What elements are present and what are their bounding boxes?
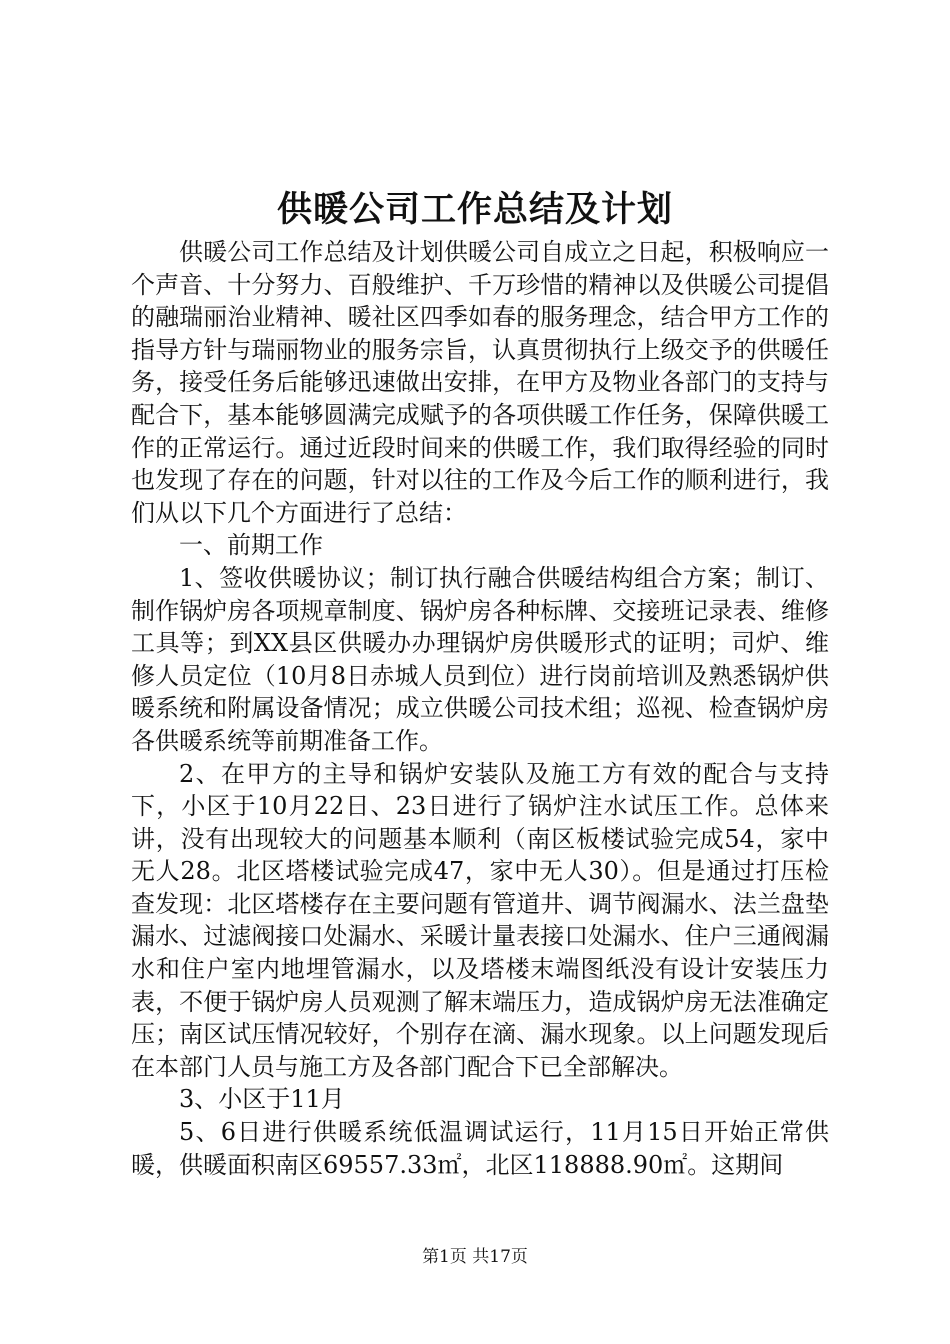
paragraph-intro: 供暖公司工作总结及计划供暖公司自成立之日起，积极响应一个声音、十分努力、百般维护、千万珍惜的精神以及供暖公司提倡的融瑞丽治业精神、暖社区四季如春的服务理念，结合甲方工作的指导方针与瑞丽物业的服务宗旨，认真贯彻执行上级交予的供暖任务，接受任务后能够迅速做出安排，在甲方及物业各部门的支持与配合下，基本能够圆满完成赋予的各项供暖工作任务，保障供暖工作的正常运行。通过近段时间来的供暖工作，我们取得经验的同时也发现了存在的问题，针对以往的工作及今后工作的顺利进行，我们从以下几个方面进行了总结： [131, 238, 829, 527]
paragraph-item-3: 3、小区于11月 [179, 1085, 345, 1114]
paragraph-item-5: 5、6日进行供暖系统低温调试运行，11月15日开始正常供暖，供暖面积南区69557.33㎡，北区118888.90㎡。这期间 [131, 1118, 829, 1179]
paragraph-item-1: 1、签收供暖协议；制订执行融合供暖结构组合方案；制订、制作锅炉房各项规章制度、锅炉房各种标牌、交接班记录表、维修工具等；到XX县区供暖办办理锅炉房供暖形式的证明；司炉、维修人员定位（10月8日赤城人员到位）进行岗前培训及熟悉锅炉供暖系统和附属设备情况；成立供暖公司技术组；巡视、检查锅炉房各供暖系统等前期准备工作。 [131, 563, 829, 755]
page-number-footer: 第1页 共17页 [422, 1247, 528, 1267]
document-body [131, 236, 829, 1181]
section-heading-preliminary-work: 一、前期工作 [179, 531, 323, 560]
document-title: 供暖公司工作总结及计划 [276, 189, 673, 230]
paragraph-item-2: 2、在甲方的主导和锅炉安装队及施工方有效的配合与支持下，小区于10月22日、23日进行了锅炉注水试压工作。总体来讲，没有出现较大的问题基本顺利（南区板楼试验完成54，家中无人28。北区塔楼试验完成47，家中无人30）。但是通过打压检查发现：北区塔楼存在主要问题有管道井、调节阀漏水、法兰盘垫漏水、过滤阀接口处漏水、采暖计量表接口处漏水、住户三通阀漏水和住户室内地埋管漏水，以及塔楼末端图纸没有设计安装压力表，不便于锅炉房人员观测了解末端压力，造成锅炉房无法准确定压；南区试压情况较好，个别存在滴、漏水现象。以上问题发现后在本部门人员与施工方及各部门配合下已全部解决。 [131, 759, 829, 1081]
